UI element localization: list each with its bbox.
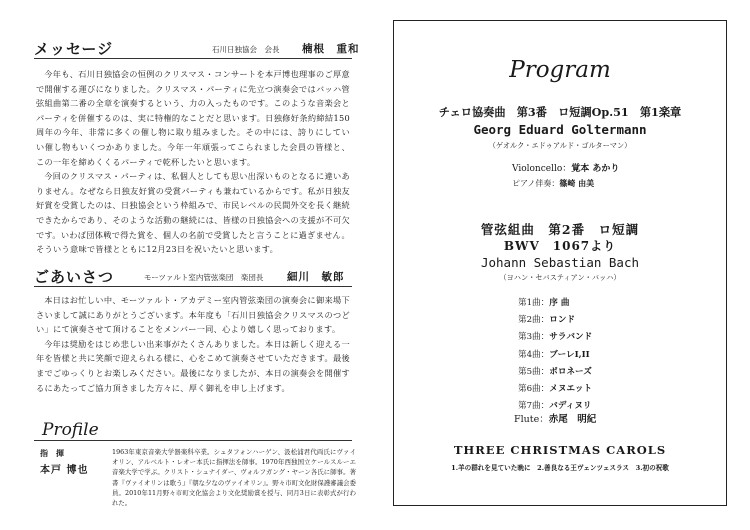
- profile-divider: [34, 440, 352, 441]
- message-author-org: 石川日独協会 会長: [212, 45, 280, 54]
- profile-title: Profile: [42, 420, 99, 440]
- greeting-title: ごあいさつ: [34, 268, 115, 286]
- movement-item: 第7曲：バディヌリ: [518, 401, 592, 412]
- greeting-body: [36, 293, 350, 395]
- piano-name: 篠崎 由美: [559, 178, 595, 188]
- movement-item: 第3曲：サラバンド: [518, 332, 593, 343]
- flute-label: Flute：: [514, 414, 549, 425]
- piece2-title-line2: BWV 1067より: [503, 239, 617, 253]
- movement-item: 第4曲：ブーレI,II: [518, 349, 590, 360]
- movement-item: 第5曲：ポロネーズ: [518, 366, 592, 377]
- message-author-name: 楠根 重和: [302, 43, 360, 55]
- soloist-name: 覚本 あかり: [571, 164, 620, 174]
- movement-list: [518, 295, 592, 415]
- message-paragraph: 今年も、石川日独協会の恒例のクリスマス・コンサートを本戸博也理事のご厚意で開催する運びになりました。クリスマス・パーティに先立つ演奏会ではバッハ管弦組曲第二番の全章を演奏するという、力の入ったものです。このような音楽会とパーティを併催するのは、実に特権的なことだと思います。日独修好条約締結150周年の今年、非常に多くの催し物に取り組みました。その中には、誇りにしていい催し物もいくつかありました。今年一年頑張ってこられました会員の皆様と、この一年を締めくくるパーティで乾杯したいと思います。: [36, 69, 350, 167]
- movement-item: 第6曲：メヌエット: [518, 384, 593, 395]
- piece2-composer-kana: （ヨハン・セバスティアン・バッハ）: [499, 273, 621, 282]
- profile-role: 指 揮: [40, 448, 64, 458]
- piece1-composer: Georg Eduard Goltermann: [473, 122, 647, 137]
- message-paragraph: 今回のクリスマス・パーティは、私個人としても思い出深いものとなるに違いありません。なぜなら日独友好賞の受賞パーティも兼ねているからです。私が日独友好賞を受賞したのは、日独協会という枠組みで、市民レベルの民間外交を長く継続できたからであり、そのような活動の継続には、皆様の日独協会への支援が不可欠です。いわば団体戦で得た賞を、個人の名前で受賞したと言うことに過ぎません。そういう意味で皆様とともに12月23日を祝いたいと思います。: [36, 171, 350, 255]
- piece2-flute: [514, 411, 596, 425]
- piano-label: ピアノ伴奏：: [512, 179, 560, 188]
- profile-name: 本戸 博也: [40, 465, 89, 476]
- piece2-composer: Johann Sebastian Bach: [480, 255, 640, 270]
- profile-text: 1963年東京音楽大学器楽科卒業。シュタフォンハーゲン、汲松浦君代両氏にヴァイオリン、アルベルト・レオー本氏に指揮法を師事。1970年西独国立ケールスルーエ音楽大学で学ぶ。クリスト・シュナイダー、ヴォルフガング・ヤーン各氏に師事。著書『ヴァイオリンは歌う』『朝な夕なのヴァイオリン』。野々市町文化財保護審議会委員。2010年11月野々市町文化協会より文化奨励賞を授与、同月3日に表彰式が行われた。: [112, 448, 356, 508]
- piece1-piano: [512, 178, 594, 189]
- piece2-title-line1: 管弦組曲 第2番 ロ短調: [480, 222, 640, 237]
- greeting-divider: [34, 286, 352, 287]
- message-title: メッセージ: [34, 40, 114, 58]
- flute-name: 赤尾 明紀: [548, 414, 597, 425]
- greeting-paragraph: 今年は奨励をはじめ悲しい出来事がたくさんありました。本日は新しく迎える一年を皆様と共に笑顔で迎えられる様に、心をこめて演奏させていただきます。最後までごゆっくりとお楽しみください。最後になりましたが、本日の演奏会を開催するにあたってご協力頂きました方々に、厚く御礼を申し上げます。: [36, 338, 350, 393]
- greeting-paragraph: 本日はお忙しい中、モーツァルト・アカデミー室内管弦楽団の演奏会に御来場下さいまして誠にありがとうございます。本年度も「石川日独協会クリスマスのつどい」にて演奏させて頂けることをメンバー一同、心より嬉しく思っております。: [36, 295, 350, 335]
- carols-list: 1.羊の群れを見ていた晩に 2.善良なる王ヴェンツェスラス 3.初の祝歌: [451, 464, 669, 472]
- carols-title: THREE CHRISTMAS CAROLS: [453, 443, 667, 457]
- soloist-label: Violoncello：: [512, 164, 572, 174]
- message-divider: [34, 58, 352, 59]
- movement-item: 第1曲：序 曲: [518, 298, 570, 308]
- piece1-soloist: [512, 161, 619, 174]
- message-body: [36, 67, 350, 257]
- greeting-author-org: モーツァルト室内管弦楽団 楽団長: [144, 273, 264, 282]
- movement-item: 第2曲：ロンド: [518, 315, 576, 326]
- piece1-composer-kana: （ゲオルク・エドゥアルド・ゴルターマン）: [488, 141, 632, 150]
- program-frame: [393, 20, 727, 506]
- piece1-title: チェロ協奏曲 第3番 ロ短調Op.51 第1楽章: [438, 105, 682, 119]
- greeting-author-name: 細川 敏郎: [287, 271, 345, 283]
- program-title: Program: [509, 57, 611, 83]
